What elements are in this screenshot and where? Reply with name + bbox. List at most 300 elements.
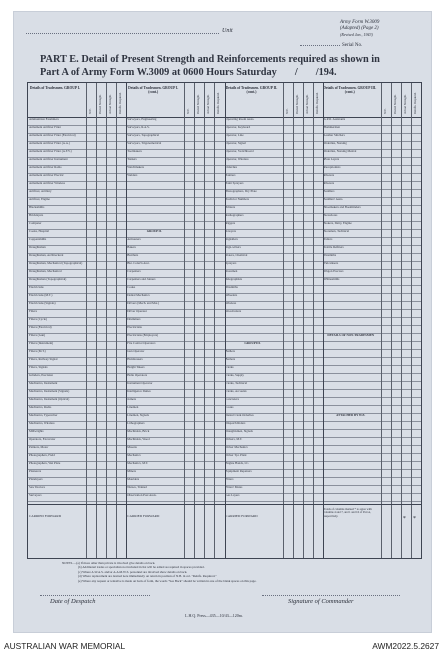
entry-cell[interactable]	[401, 221, 411, 229]
entry-cell[interactable]	[313, 269, 323, 277]
entry-cell[interactable]	[204, 485, 214, 493]
entry-cell[interactable]	[401, 245, 411, 253]
entry-cell[interactable]	[214, 173, 224, 181]
entry-cell[interactable]	[401, 309, 411, 317]
entry-cell[interactable]	[204, 365, 214, 373]
entry-cell[interactable]	[411, 181, 421, 189]
entry-cell[interactable]	[283, 293, 293, 301]
entry-cell[interactable]	[116, 253, 126, 261]
entry-cell[interactable]	[214, 437, 224, 445]
entry-cell[interactable]	[391, 469, 401, 477]
entry-cell[interactable]	[214, 253, 224, 261]
entry-cell[interactable]	[303, 245, 313, 253]
entry-cell[interactable]	[184, 493, 194, 501]
entry-cell[interactable]	[204, 421, 214, 429]
entry-cell[interactable]	[411, 381, 421, 389]
entry-cell[interactable]	[303, 181, 313, 189]
entry-cell[interactable]	[283, 149, 293, 157]
entry-cell[interactable]	[293, 485, 303, 493]
entry-cell[interactable]	[381, 469, 391, 477]
entry-cell[interactable]	[391, 485, 401, 493]
entry-cell[interactable]	[401, 133, 411, 141]
entry-cell[interactable]	[204, 405, 214, 413]
entry-cell[interactable]	[283, 477, 293, 485]
entry-cell[interactable]	[204, 309, 214, 317]
entry-cell[interactable]	[204, 429, 214, 437]
entry-cell[interactable]	[391, 173, 401, 181]
entry-cell[interactable]	[391, 373, 401, 381]
entry-cell[interactable]	[96, 301, 106, 309]
entry-cell[interactable]	[411, 157, 421, 165]
entry-cell[interactable]	[283, 141, 293, 149]
entry-cell[interactable]	[194, 397, 204, 405]
entry-cell[interactable]	[293, 293, 303, 301]
entry-cell[interactable]	[283, 301, 293, 309]
entry-cell[interactable]	[303, 373, 313, 381]
entry-cell[interactable]	[184, 245, 194, 253]
entry-cell[interactable]	[313, 309, 323, 317]
entry-cell[interactable]	[86, 133, 96, 141]
entry-cell[interactable]	[313, 213, 323, 221]
entry-cell[interactable]	[283, 373, 293, 381]
entry-cell[interactable]	[86, 381, 96, 389]
entry-cell[interactable]	[214, 373, 224, 381]
entry-cell[interactable]	[401, 149, 411, 157]
entry-cell[interactable]	[96, 261, 106, 269]
entry-cell[interactable]	[86, 365, 96, 373]
entry-cell[interactable]	[283, 349, 293, 357]
entry-cell[interactable]	[401, 269, 411, 277]
entry-cell[interactable]	[116, 301, 126, 309]
entry-cell[interactable]	[381, 253, 391, 261]
entry-cell[interactable]	[86, 405, 96, 413]
entry-cell[interactable]	[194, 125, 204, 133]
entry-cell[interactable]	[313, 349, 323, 357]
entry-cell[interactable]	[411, 309, 421, 317]
entry-cell[interactable]	[86, 445, 96, 453]
entry-cell[interactable]	[293, 165, 303, 173]
entry-cell[interactable]	[283, 125, 293, 133]
entry-cell[interactable]	[86, 141, 96, 149]
entry-cell[interactable]	[106, 269, 116, 277]
entry-cell[interactable]	[86, 285, 96, 293]
entry-cell[interactable]	[204, 469, 214, 477]
entry-cell[interactable]	[401, 389, 411, 397]
entry-cell[interactable]	[184, 261, 194, 269]
entry-cell[interactable]	[194, 301, 204, 309]
entry-cell[interactable]	[401, 229, 411, 237]
entry-cell[interactable]	[401, 365, 411, 373]
entry-cell[interactable]	[293, 221, 303, 229]
entry-cell[interactable]	[283, 261, 293, 269]
entry-cell[interactable]	[283, 469, 293, 477]
entry-cell[interactable]	[96, 381, 106, 389]
entry-cell[interactable]	[303, 165, 313, 173]
entry-cell[interactable]	[391, 269, 401, 277]
entry-cell[interactable]	[411, 469, 421, 477]
entry-cell[interactable]	[204, 157, 214, 165]
entry-cell[interactable]	[96, 461, 106, 469]
entry-cell[interactable]	[96, 229, 106, 237]
entry-cell[interactable]	[381, 333, 391, 341]
entry-cell[interactable]	[303, 237, 313, 245]
entry-cell[interactable]	[303, 141, 313, 149]
entry-cell[interactable]	[86, 413, 96, 421]
entry-cell[interactable]	[184, 413, 194, 421]
entry-cell[interactable]	[411, 253, 421, 261]
entry-cell[interactable]	[96, 453, 106, 461]
entry-cell[interactable]	[283, 421, 293, 429]
entry-cell[interactable]	[204, 197, 214, 205]
entry-cell[interactable]	[283, 381, 293, 389]
entry-cell[interactable]	[204, 237, 214, 245]
entry-cell[interactable]	[381, 157, 391, 165]
entry-cell[interactable]	[381, 381, 391, 389]
entry-cell[interactable]	[381, 261, 391, 269]
entry-cell[interactable]	[411, 205, 421, 213]
entry-cell[interactable]	[283, 325, 293, 333]
entry-cell[interactable]	[313, 157, 323, 165]
entry-cell[interactable]	[313, 293, 323, 301]
entry-cell[interactable]	[313, 253, 323, 261]
entry-cell[interactable]	[106, 445, 116, 453]
entry-cell[interactable]	[303, 421, 313, 429]
entry-cell[interactable]	[411, 413, 421, 421]
entry-cell[interactable]	[86, 277, 96, 285]
entry-cell[interactable]	[401, 213, 411, 221]
entry-cell[interactable]	[214, 197, 224, 205]
entry-cell[interactable]	[411, 189, 421, 197]
entry-cell[interactable]	[106, 157, 116, 165]
entry-cell[interactable]	[411, 117, 421, 125]
entry-cell[interactable]	[381, 421, 391, 429]
entry-cell[interactable]	[283, 317, 293, 325]
entry-cell[interactable]	[194, 133, 204, 141]
entry-cell[interactable]	[391, 285, 401, 293]
entry-cell[interactable]	[313, 117, 323, 125]
entry-cell[interactable]	[283, 117, 293, 125]
entry-cell[interactable]	[116, 373, 126, 381]
entry-cell[interactable]	[194, 309, 204, 317]
entry-cell[interactable]	[204, 477, 214, 485]
entry-cell[interactable]	[214, 333, 224, 341]
entry-cell[interactable]	[293, 309, 303, 317]
entry-cell[interactable]	[194, 477, 204, 485]
entry-cell[interactable]	[204, 389, 214, 397]
entry-cell[interactable]	[96, 341, 106, 349]
entry-cell[interactable]	[381, 165, 391, 173]
entry-cell[interactable]	[313, 381, 323, 389]
entry-cell[interactable]	[194, 365, 204, 373]
entry-cell[interactable]	[96, 349, 106, 357]
entry-cell[interactable]	[303, 325, 313, 333]
entry-cell[interactable]	[411, 421, 421, 429]
entry-cell[interactable]	[184, 325, 194, 333]
entry-cell[interactable]	[96, 165, 106, 173]
entry-cell[interactable]	[401, 325, 411, 333]
entry-cell[interactable]	[283, 205, 293, 213]
entry-cell[interactable]	[106, 341, 116, 349]
entry-cell[interactable]	[313, 421, 323, 429]
entry-cell[interactable]	[96, 205, 106, 213]
entry-cell[interactable]	[401, 477, 411, 485]
entry-cell[interactable]	[293, 141, 303, 149]
entry-cell[interactable]	[194, 165, 204, 173]
entry-cell[interactable]	[391, 413, 401, 421]
entry-cell[interactable]	[204, 213, 214, 221]
entry-cell[interactable]	[293, 349, 303, 357]
entry-cell[interactable]	[293, 373, 303, 381]
entry-cell[interactable]	[293, 213, 303, 221]
entry-cell[interactable]	[184, 445, 194, 453]
entry-cell[interactable]	[381, 229, 391, 237]
entry-cell[interactable]	[401, 197, 411, 205]
entry-cell[interactable]	[283, 165, 293, 173]
entry-cell[interactable]	[293, 421, 303, 429]
entry-cell[interactable]	[313, 437, 323, 445]
entry-cell[interactable]	[116, 477, 126, 485]
entry-cell[interactable]	[96, 437, 106, 445]
entry-cell[interactable]	[401, 117, 411, 125]
entry-cell[interactable]	[96, 237, 106, 245]
entry-cell[interactable]	[184, 221, 194, 229]
entry-cell[interactable]	[401, 165, 411, 173]
entry-cell[interactable]	[86, 429, 96, 437]
entry-cell[interactable]	[303, 197, 313, 205]
entry-cell[interactable]	[194, 373, 204, 381]
entry-cell[interactable]	[116, 469, 126, 477]
entry-cell[interactable]	[293, 477, 303, 485]
entry-cell[interactable]	[116, 245, 126, 253]
entry-cell[interactable]	[204, 125, 214, 133]
entry-cell[interactable]	[184, 429, 194, 437]
entry-cell[interactable]	[184, 197, 194, 205]
entry-cell[interactable]	[313, 133, 323, 141]
entry-cell[interactable]	[401, 317, 411, 325]
entry-cell[interactable]	[106, 141, 116, 149]
entry-cell[interactable]	[391, 445, 401, 453]
entry-cell[interactable]	[194, 205, 204, 213]
entry-cell[interactable]	[106, 413, 116, 421]
entry-cell[interactable]	[96, 213, 106, 221]
entry-cell[interactable]	[391, 493, 401, 501]
entry-cell[interactable]	[293, 365, 303, 373]
entry-cell[interactable]	[381, 237, 391, 245]
entry-cell[interactable]	[106, 293, 116, 301]
entry-cell[interactable]	[313, 221, 323, 229]
entry-cell[interactable]	[293, 149, 303, 157]
entry-cell[interactable]	[106, 493, 116, 501]
entry-cell[interactable]	[411, 285, 421, 293]
entry-cell[interactable]	[411, 229, 421, 237]
entry-cell[interactable]	[381, 325, 391, 333]
entry-cell[interactable]	[313, 453, 323, 461]
entry-cell[interactable]	[116, 141, 126, 149]
entry-cell[interactable]	[86, 125, 96, 133]
entry-cell[interactable]	[116, 381, 126, 389]
entry-cell[interactable]	[106, 461, 116, 469]
entry-cell[interactable]	[116, 285, 126, 293]
entry-cell[interactable]	[293, 173, 303, 181]
entry-cell[interactable]	[391, 141, 401, 149]
entry-cell[interactable]	[283, 181, 293, 189]
entry-cell[interactable]	[283, 333, 293, 341]
entry-cell[interactable]	[214, 213, 224, 221]
entry-cell[interactable]	[86, 309, 96, 317]
entry-cell[interactable]	[204, 357, 214, 365]
entry-cell[interactable]	[303, 389, 313, 397]
entry-cell[interactable]	[381, 269, 391, 277]
entry-cell[interactable]	[313, 357, 323, 365]
entry-cell[interactable]	[204, 277, 214, 285]
entry-cell[interactable]	[283, 157, 293, 165]
entry-cell[interactable]	[214, 477, 224, 485]
entry-cell[interactable]	[381, 189, 391, 197]
entry-cell[interactable]	[401, 125, 411, 133]
entry-cell[interactable]	[391, 133, 401, 141]
entry-cell[interactable]	[283, 453, 293, 461]
entry-cell[interactable]	[283, 341, 293, 349]
entry-cell[interactable]	[401, 413, 411, 421]
entry-cell[interactable]	[313, 237, 323, 245]
entry-cell[interactable]	[293, 413, 303, 421]
entry-cell[interactable]	[96, 117, 106, 125]
entry-cell[interactable]	[313, 389, 323, 397]
entry-cell[interactable]	[214, 285, 224, 293]
entry-cell[interactable]	[184, 381, 194, 389]
entry-cell[interactable]	[401, 189, 411, 197]
entry-cell[interactable]	[313, 429, 323, 437]
entry-cell[interactable]	[106, 397, 116, 405]
entry-cell[interactable]	[194, 389, 204, 397]
entry-cell[interactable]	[204, 149, 214, 157]
entry-cell[interactable]	[194, 285, 204, 293]
entry-cell[interactable]	[204, 181, 214, 189]
entry-cell[interactable]	[204, 333, 214, 341]
entry-cell[interactable]	[391, 237, 401, 245]
entry-cell[interactable]	[381, 445, 391, 453]
entry-cell[interactable]	[184, 165, 194, 173]
entry-cell[interactable]	[391, 189, 401, 197]
entry-cell[interactable]	[184, 189, 194, 197]
entry-cell[interactable]	[381, 301, 391, 309]
entry-cell[interactable]	[214, 493, 224, 501]
entry-cell[interactable]	[116, 325, 126, 333]
entry-cell[interactable]	[303, 253, 313, 261]
entry-cell[interactable]	[106, 373, 116, 381]
entry-cell[interactable]	[96, 397, 106, 405]
entry-cell[interactable]	[313, 189, 323, 197]
entry-cell[interactable]	[106, 421, 116, 429]
entry-cell[interactable]	[313, 397, 323, 405]
entry-cell[interactable]	[86, 317, 96, 325]
entry-cell[interactable]	[313, 181, 323, 189]
entry-cell[interactable]	[106, 333, 116, 341]
entry-cell[interactable]	[184, 453, 194, 461]
entry-cell[interactable]	[116, 365, 126, 373]
entry-cell[interactable]	[106, 221, 116, 229]
entry-cell[interactable]	[194, 333, 204, 341]
entry-cell[interactable]	[184, 117, 194, 125]
entry-cell[interactable]	[106, 125, 116, 133]
entry-cell[interactable]	[96, 293, 106, 301]
entry-cell[interactable]	[116, 437, 126, 445]
entry-cell[interactable]	[214, 293, 224, 301]
entry-cell[interactable]	[116, 293, 126, 301]
entry-cell[interactable]	[401, 485, 411, 493]
entry-cell[interactable]	[303, 221, 313, 229]
entry-cell[interactable]	[293, 277, 303, 285]
entry-cell[interactable]	[411, 317, 421, 325]
entry-cell[interactable]	[313, 469, 323, 477]
entry-cell[interactable]	[214, 133, 224, 141]
entry-cell[interactable]	[381, 485, 391, 493]
entry-cell[interactable]	[116, 405, 126, 413]
entry-cell[interactable]	[283, 133, 293, 141]
entry-cell[interactable]	[96, 141, 106, 149]
entry-cell[interactable]	[86, 213, 96, 221]
entry-cell[interactable]	[283, 269, 293, 277]
entry-cell[interactable]	[96, 189, 106, 197]
entry-cell[interactable]	[184, 317, 194, 325]
entry-cell[interactable]	[283, 485, 293, 493]
entry-cell[interactable]	[116, 157, 126, 165]
entry-cell[interactable]	[214, 421, 224, 429]
entry-cell[interactable]	[303, 461, 313, 469]
entry-cell[interactable]	[401, 493, 411, 501]
entry-cell[interactable]	[401, 357, 411, 365]
entry-cell[interactable]	[391, 341, 401, 349]
entry-cell[interactable]	[293, 469, 303, 477]
entry-cell[interactable]	[214, 181, 224, 189]
entry-cell[interactable]	[313, 141, 323, 149]
entry-cell[interactable]	[116, 189, 126, 197]
entry-cell[interactable]	[96, 245, 106, 253]
entry-cell[interactable]	[116, 349, 126, 357]
entry-cell[interactable]	[411, 349, 421, 357]
entry-cell[interactable]	[391, 197, 401, 205]
entry-cell[interactable]	[86, 149, 96, 157]
entry-cell[interactable]	[214, 309, 224, 317]
entry-cell[interactable]	[214, 405, 224, 413]
entry-cell[interactable]	[391, 309, 401, 317]
entry-cell[interactable]	[303, 477, 313, 485]
entry-cell[interactable]	[313, 261, 323, 269]
entry-cell[interactable]	[401, 181, 411, 189]
entry-cell[interactable]	[381, 493, 391, 501]
entry-cell[interactable]	[411, 365, 421, 373]
entry-cell[interactable]	[204, 245, 214, 253]
entry-cell[interactable]	[214, 261, 224, 269]
entry-cell[interactable]	[303, 381, 313, 389]
entry-cell[interactable]	[204, 253, 214, 261]
entry-cell[interactable]	[313, 285, 323, 293]
entry-cell[interactable]	[184, 205, 194, 213]
entry-cell[interactable]	[411, 213, 421, 221]
entry-cell[interactable]	[391, 301, 401, 309]
entry-cell[interactable]	[194, 461, 204, 469]
entry-cell[interactable]	[381, 173, 391, 181]
entry-cell[interactable]	[411, 397, 421, 405]
entry-cell[interactable]	[411, 293, 421, 301]
entry-cell[interactable]	[411, 237, 421, 245]
entry-cell[interactable]	[214, 301, 224, 309]
entry-cell[interactable]	[391, 205, 401, 213]
entry-cell[interactable]	[283, 189, 293, 197]
entry-cell[interactable]	[116, 357, 126, 365]
entry-cell[interactable]	[401, 429, 411, 437]
entry-cell[interactable]	[184, 269, 194, 277]
